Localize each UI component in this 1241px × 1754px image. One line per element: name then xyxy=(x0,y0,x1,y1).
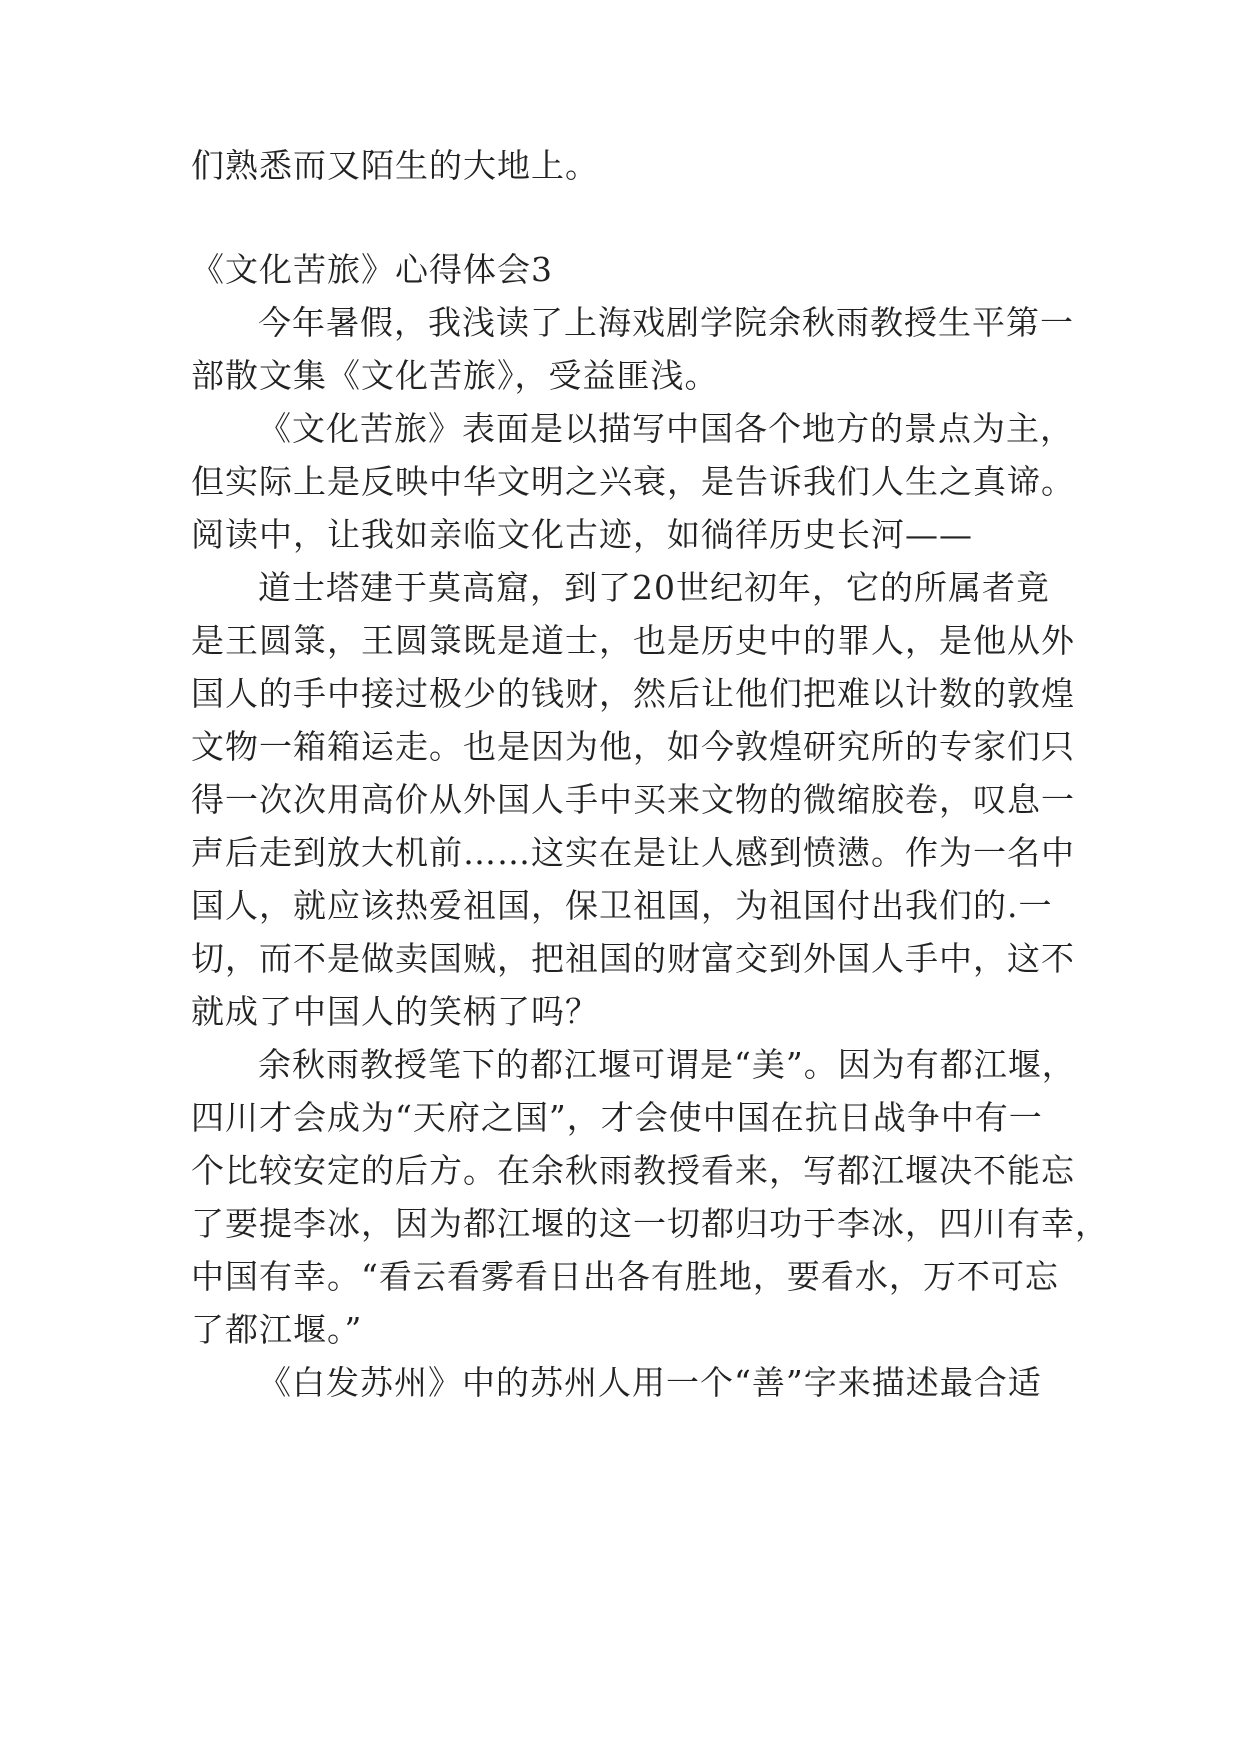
paragraph-line: 道士塔建于莫高窟，到了20世纪初年，它的所属者竟 xyxy=(258,568,1050,607)
section-title: 《文化苦旅》心得体会3 xyxy=(191,250,553,289)
paragraph-line: 《白发苏州》中的苏州人用一个“善”字来描述最合适 xyxy=(258,1363,1042,1402)
paragraph-line: 了都江堰。” xyxy=(191,1310,363,1349)
paragraph-line: 国人，就应该热爱祖国，保卫祖国，为祖国付出我们的.一 xyxy=(191,886,1053,925)
paragraph-line: 余秋雨教授笔下的都江堰可谓是“美”。因为有都江堰， xyxy=(258,1045,1076,1084)
paragraph-line: 切，而不是做卖国贼，把祖国的财富交到外国人手中，这不 xyxy=(191,939,1075,978)
paragraph-line: 四川才会成为“天府之国”，才会使中国在抗日战争中有一 xyxy=(191,1098,1043,1137)
paragraph-line: 声后走到放大机前……这实在是让人感到愤懑。作为一名中 xyxy=(191,833,1075,872)
paragraph-line: 阅读中，让我如亲临文化古迹，如徜徉历史长河—— xyxy=(191,515,973,554)
paragraph-line: 就成了中国人的笑柄了吗？ xyxy=(191,992,599,1031)
text-line: 们熟悉而又陌生的大地上。 xyxy=(191,146,599,185)
paragraph-line: 了要提李冰，因为都江堰的这一切都归功于李冰，四川有幸， xyxy=(191,1204,1109,1243)
paragraph-line: 是王圆箓，王圆箓既是道士，也是历史中的罪人，是他从外 xyxy=(191,621,1075,660)
paragraph-line: 但实际上是反映中华文明之兴衰，是告诉我们人生之真谛。 xyxy=(191,462,1075,501)
paragraph-line: 个比较安定的后方。在余秋雨教授看来，写都江堰决不能忘 xyxy=(191,1151,1075,1190)
paragraph-line: 中国有幸。“看云看雾看日出各有胜地，要看水，万不可忘 xyxy=(191,1257,1059,1296)
paragraph-line: 文物一箱箱运走。也是因为他，如今敦煌研究所的专家们只 xyxy=(191,727,1075,766)
paragraph-line: 部散文集《文化苦旅》，受益匪浅。 xyxy=(191,356,719,395)
paragraph-line: 今年暑假，我浅读了上海戏剧学院余秋雨教授生平第一 xyxy=(258,303,1074,342)
paragraph-line: 《文化苦旅》表面是以描写中国各个地方的景点为主， xyxy=(258,409,1074,448)
paragraph-line: 得一次次用高价从外国人手中买来文物的微缩胶卷，叹息一 xyxy=(191,780,1075,819)
paragraph-line: 国人的手中接过极少的钱财，然后让他们把难以计数的敦煌 xyxy=(191,674,1075,713)
